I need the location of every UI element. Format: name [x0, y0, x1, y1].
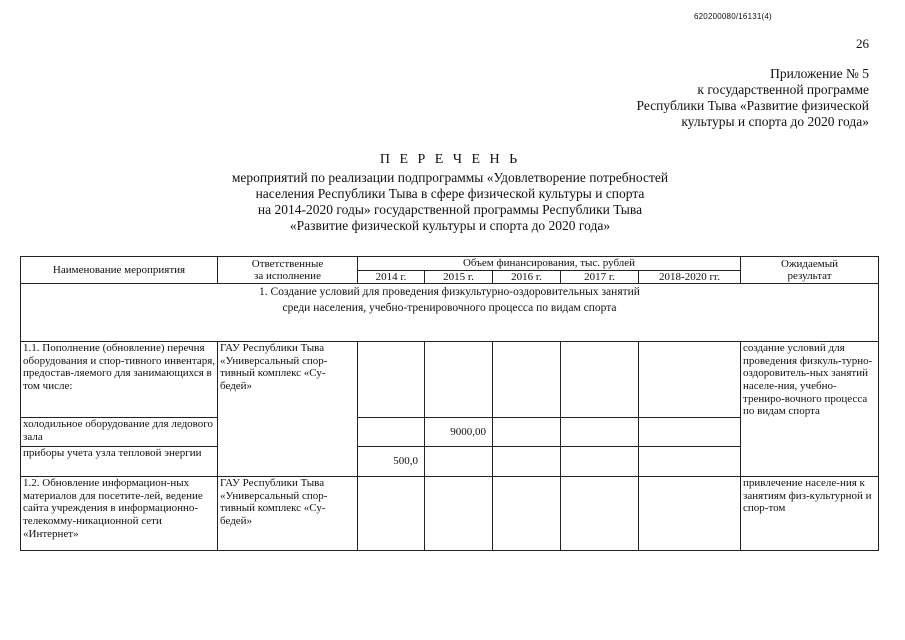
- measure-name: 1.1. Пополнение (обновление) перечня оборудования и спор-тивного инвентаря, предостав-ляемого для занимающихся в том числе:: [21, 342, 218, 418]
- header-funding: Объем финансирования, тыс. рублей: [358, 257, 741, 271]
- amount-cell: [561, 418, 639, 447]
- header-responsible-line: Ответственные: [251, 257, 324, 270]
- header-name: Наименование мероприятия: [21, 257, 218, 284]
- page-number: 26: [856, 36, 869, 51]
- title-line: «Развитие физической культуры и спорта до 2020 года»: [289, 218, 611, 233]
- amount-cell: [493, 418, 561, 447]
- measure-subitem-name: приборы учета узла тепловой энергии: [21, 447, 218, 477]
- appendix-line: к государственной программе: [697, 82, 869, 97]
- title-line: населения Республики Тыва в сфере физической культуры и спорта: [255, 186, 645, 201]
- amount-cell: [493, 447, 561, 477]
- measure-result: создание условий для проведения физкуль-турно-оздоровитель-ных занятий населе-ния, учебно-трениро-вочного процесса по видам спорта: [741, 342, 879, 477]
- amount-cell: [561, 447, 639, 477]
- document-code: 620200080/16131(4): [694, 12, 772, 21]
- amount-2015: 9000,00: [425, 418, 493, 447]
- measure-responsible: ГАУ Республики Тыва «Универсальный спор-тивный комплекс «Су-бедей»: [218, 342, 358, 477]
- measure-name: 1.2. Обновление информацион-ных материалов для посетите-лей, ведение сайта учреждения в информационно-телекомму-никационной сети «Интернет»: [21, 477, 218, 551]
- appendix-line: Приложение № 5: [770, 66, 869, 81]
- amount-cell: [639, 342, 741, 418]
- section-title: [21, 284, 879, 342]
- measure-responsible: ГАУ Республики Тыва «Универсальный спор-тивный комплекс «Су-бедей»: [218, 477, 358, 551]
- appendix-line: Республики Тыва «Развитие физической: [636, 98, 869, 113]
- appendix-note: [637, 66, 869, 130]
- amount-cell: [639, 477, 741, 551]
- section-title-line: среди населения, учебно-тренировочного процесса по видам спорта: [282, 302, 617, 315]
- measure-result: привлечение населе-ния к занятиям физ-культурной и спор-том: [741, 477, 879, 551]
- measures-table: [20, 256, 879, 551]
- title-line: на 2014-2020 годы» государственной программы Республики Тыва: [257, 202, 643, 217]
- header-year: 2018-2020 гг.: [639, 270, 741, 284]
- amount-cell: [561, 342, 639, 418]
- amount-2014: 500,0: [358, 447, 425, 477]
- header-year: 2015 г.: [425, 270, 493, 284]
- title-line: мероприятий по реализации подпрограммы «Удовлетворение потребностей: [231, 170, 669, 185]
- header-result-line: Ожидаемый: [781, 257, 839, 270]
- header-result-line: результат: [787, 270, 832, 283]
- amount-cell: [358, 342, 425, 418]
- amount-cell: [425, 447, 493, 477]
- amount-cell: [358, 477, 425, 551]
- header-year: 2014 г.: [358, 270, 425, 284]
- amount-cell: [561, 477, 639, 551]
- amount-cell: [493, 477, 561, 551]
- amount-cell: [425, 342, 493, 418]
- document-title: [150, 152, 750, 234]
- header-year: 2017 г.: [561, 270, 639, 284]
- appendix-line: культуры и спорта до 2020 года»: [681, 114, 869, 129]
- amount-cell: [425, 477, 493, 551]
- amount-cell: [639, 447, 741, 477]
- header-responsible-line: за исполнение: [254, 270, 321, 283]
- header-responsible: [218, 257, 358, 284]
- section-title-line: 1. Создание условий для проведения физкультурно-оздоровительных занятий: [259, 286, 640, 299]
- amount-cell: [493, 342, 561, 418]
- amount-cell: [639, 418, 741, 447]
- amount-cell: [358, 418, 425, 447]
- title-heading: П Е Р Е Ч Е Н Ь: [379, 152, 521, 167]
- header-year: 2016 г.: [493, 270, 561, 284]
- measure-subitem-name: холодильное оборудование для ледового зала: [21, 418, 218, 447]
- header-result: [741, 257, 879, 284]
